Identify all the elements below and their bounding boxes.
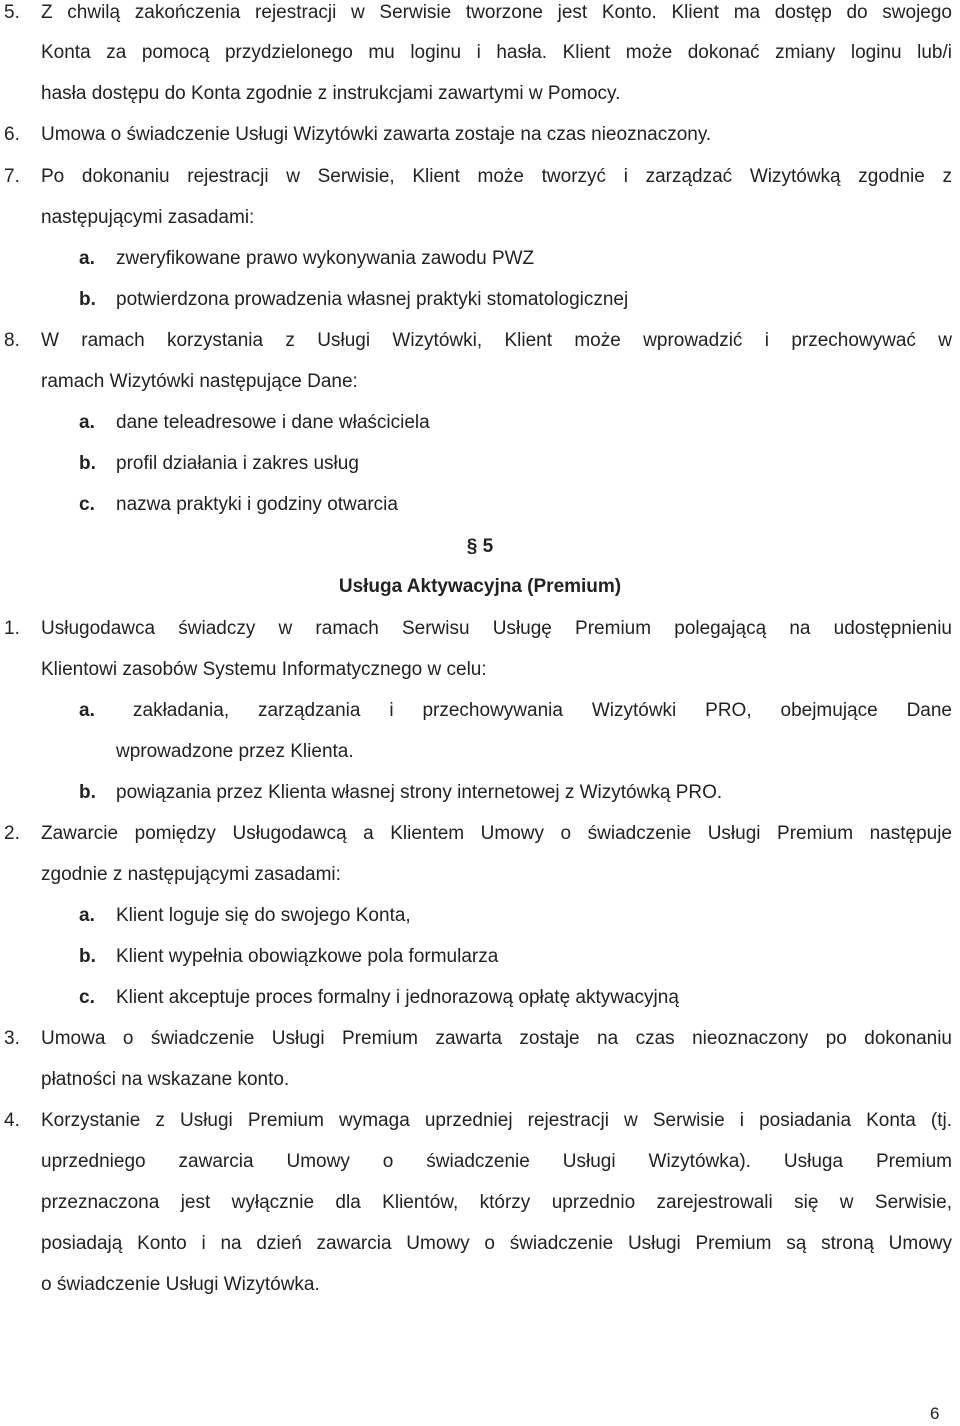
item-7-line-2: następującymi zasadami: bbox=[41, 207, 255, 228]
item-8-line-2: ramach Wizytówki następujące Dane: bbox=[41, 371, 358, 392]
item-number-6: 6. bbox=[4, 124, 20, 145]
item-8-letter-b: b. bbox=[79, 453, 96, 474]
item-number-5: 5. bbox=[4, 2, 20, 23]
item-8-letter-a: a. bbox=[79, 412, 95, 433]
premium-2-sub-b: Klient wypełnia obowiązkowe pola formularza bbox=[116, 946, 499, 967]
premium-2-sub-a: Klient loguje się do swojego Konta, bbox=[116, 905, 411, 926]
section-title: Usługa Aktywacyjna (Premium) bbox=[338, 576, 622, 597]
item-8-sub-a: dane teleadresowe i dane właściciela bbox=[116, 412, 430, 433]
item-7-letter-b: b. bbox=[79, 289, 96, 310]
premium-4-line-2: uprzedniego zawarcia Umowy o świadczenie Usługi Wizytówka). Usługa Premium bbox=[41, 1151, 952, 1172]
premium-number-4: 4. bbox=[4, 1110, 20, 1131]
item-7-line-1: Po dokonaniu rejestracji w Serwisie, Klient może tworzyć i zarządzać Wizytówką zgodnie z bbox=[41, 166, 952, 187]
premium-2-line-1: Zawarcie pomiędzy Usługodawcą a Klientem Umowy o świadczenie Usługi Premium następuje bbox=[41, 823, 952, 844]
premium-3-line-1: Umowa o świadczenie Usługi Premium zawarta zostaje na czas nieoznaczony po dokonaniu bbox=[41, 1028, 952, 1049]
item-5-line-2: Konta za pomocą przydzielonego mu loginu i hasła. Klient może dokonać zmiany loginu lub/i bbox=[41, 42, 952, 63]
page-number: 6 bbox=[930, 1404, 940, 1423]
premium-1-sub-a-line-1: zakładania, zarządzania i przechowywania Wizytówki PRO, obejmujące Dane bbox=[133, 700, 952, 721]
item-6-line-1: Umowa o świadczenie Usługi Wizytówki zawarta zostaje na czas nieoznaczony. bbox=[41, 124, 712, 145]
item-7-sub-b: potwierdzona prowadzenia własnej praktyki stomatologicznej bbox=[116, 289, 629, 310]
premium-1-sub-a-line-2: wprowadzone przez Klienta. bbox=[116, 741, 354, 762]
item-8-sub-b: profil działania i zakres usług bbox=[116, 453, 359, 474]
premium-1-line-1: Usługodawca świadczy w ramach Serwisu Usługę Premium polegającą na udostępnieniu bbox=[41, 618, 952, 639]
premium-2-line-2: zgodnie z następującymi zasadami: bbox=[41, 864, 341, 885]
item-5-line-3: hasła dostępu do Konta zgodnie z instrukcjami zawartymi w Pomocy. bbox=[41, 83, 621, 104]
premium-2-letter-a: a. bbox=[79, 905, 95, 926]
premium-3-line-2: płatności na wskazane konto. bbox=[41, 1069, 290, 1090]
premium-4-line-1: Korzystanie z Usługi Premium wymaga uprzedniej rejestracji w Serwisie i posiadania Konta (tj. bbox=[41, 1110, 952, 1131]
item-number-8: 8. bbox=[4, 330, 20, 351]
item-8-line-1: W ramach korzystania z Usługi Wizytówki, Klient może wprowadzić i przechowywać w bbox=[41, 330, 952, 351]
premium-2-letter-c: c. bbox=[79, 987, 95, 1008]
premium-number-2: 2. bbox=[4, 823, 20, 844]
premium-1-line-2: Klientowi zasobów Systemu Informatycznego w celu: bbox=[41, 659, 487, 680]
premium-4-line-4: posiadają Konto i na dzień zawarcia Umowy o świadczenie Usługi Premium są stroną Umowy bbox=[41, 1233, 952, 1254]
item-8-sub-c: nazwa praktyki i godziny otwarcia bbox=[116, 494, 398, 515]
item-8-letter-c: c. bbox=[79, 494, 95, 515]
premium-4-line-3: przeznaczona jest wyłącznie dla Klientów, którzy uprzednio zarejestrowali się w Serwisie, bbox=[41, 1192, 952, 1213]
item-number-7: 7. bbox=[4, 166, 20, 187]
premium-number-1: 1. bbox=[4, 618, 20, 639]
premium-1-letter-b: b. bbox=[79, 782, 96, 803]
premium-1-letter-a: a. bbox=[79, 700, 95, 721]
item-7-sub-a: zweryfikowane prawo wykonywania zawodu PWZ bbox=[116, 248, 535, 269]
section-number: § 5 bbox=[466, 536, 494, 557]
premium-4-line-5: o świadczenie Usługi Wizytówka. bbox=[41, 1274, 320, 1295]
premium-1-sub-b: powiązania przez Klienta własnej strony internetowej z Wizytówką PRO. bbox=[116, 782, 723, 803]
premium-number-3: 3. bbox=[4, 1028, 20, 1049]
premium-2-letter-b: b. bbox=[79, 946, 96, 967]
item-5-line-1: Z chwilą zakończenia rejestracji w Serwisie tworzone jest Konto. Klient ma dostęp do swojego bbox=[41, 2, 952, 23]
premium-2-sub-c: Klient akceptuje proces formalny i jednorazową opłatę aktywacyjną bbox=[116, 987, 679, 1008]
item-7-letter-a: a. bbox=[79, 248, 95, 269]
